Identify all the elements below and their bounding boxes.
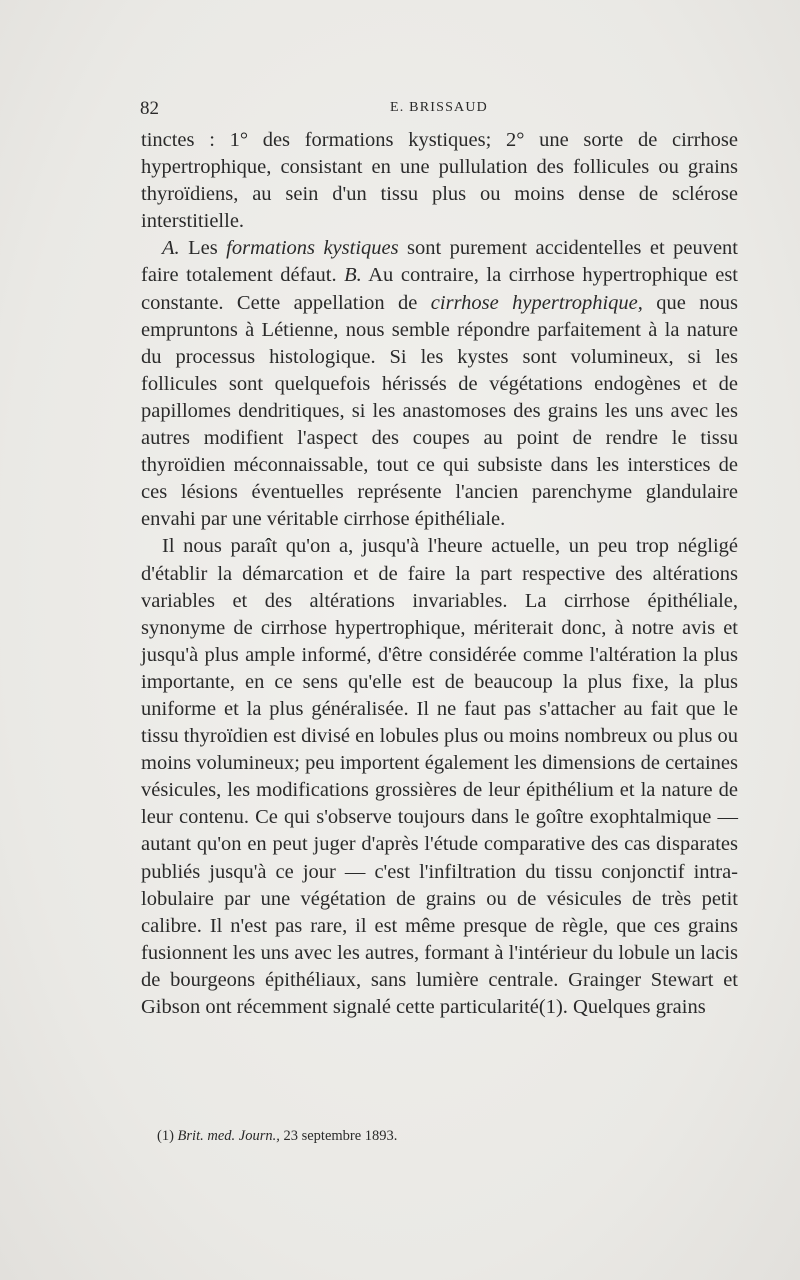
paragraph-1: tinctes : 1° des formations kystiques; 2° une sorte de cirrhose hypertrophique, consistant en une pullulation des follicules ou grains thyroïdiens, au sein d'un tissu plus ou moins dense de sclérose interstitielle. [141, 129, 738, 233]
footnote-marker: (1) [157, 1128, 174, 1144]
footnote-source: Brit. med. Journ., [177, 1128, 280, 1144]
paragraph-2 [141, 235, 738, 533]
paragraph-2-text: sont purement accidentelles et peuvent faire totalement défaut. [141, 237, 738, 287]
paragraph-3 [141, 533, 738, 1021]
section-marker-b: B. [344, 264, 362, 287]
body-text [141, 127, 738, 1021]
paragraph-2-text: Au contraire, la cirrhose hypertrophique est constante. Cette appellation de [141, 264, 738, 314]
footnote-date: 23 septembre 1893. [279, 1128, 398, 1144]
page-number: 82 [140, 98, 159, 119]
paragraph-2-text: Les [179, 237, 227, 260]
paragraph-3-end: . Quelques grains [562, 996, 706, 1018]
running-head-author: E. BRISSAUD [390, 100, 488, 115]
paragraph-2-text: que nous empruntons à Létienne, nous semble répondre parfaitement à la nature du processus histologique. Si les kystes sont volumineux, si les follicules sont quelquefois hérissés de végétations endogènes et de papillomes dendritiques, si les anastomoses des grains les uns avec les autres modifient l'aspect des coupes au point de rendre le tissu thyroïdien méconnaissable, tout ce qui subsiste dans les interstices de ces lésions éventuelles représente l'ancien parenchyme glandulaire envahi par une véritable cirrhose épithéliale. [141, 291, 739, 531]
paragraph-3-text: Il nous paraît qu'on a, jusqu'à l'heure actuelle, un peu trop négligé d'établir la démarcation et de faire la part respective des altérations variables et des altérations invariables. La cirrhose épithéliale, synonyme de cirrhose hypertrophique, mériterait donc, à notre avis et jusqu'à plus ample informé, d'être considérée comme l'altération la plus importante, en ce sens qu'elle est de beaucoup la plus fixe, la plus uniforme et la plus généralisée. Il ne faut pas s'attacher au fait que le tissu thyroïdien est divisé en lobules plus ou moins nombreux ou plus ou moins volumineux; peu importent également les dimensions de certaines vésicules, les modifications grossières de leur épithélium et la nature de leur contenu. Ce qui s'observe toujours dans le goître exophtalmique — autant qu'on en peut juger d'après l'étude comparative des cas disparates publiés jusqu'à ce jour — c'est l'infiltration du tissu conjonctif intra-lobulaire par une végétation de grains ou de vésicules de très petit calibre. Il n'est pas rare, il est même presque de règle, que ces grains fusionnent les uns avec les autres, formant à l'intérieur du lobule un lacis de bourgeons épithéliaux, sans lumière centrale. Grainger Stewart et Gibson ont récemment signalé cette particularité [141, 535, 738, 1018]
term-formations-kystiques: formations kystiques [226, 237, 399, 260]
section-marker-a: A. [162, 237, 180, 260]
footnote-reference[interactable]: (1) [538, 996, 563, 1018]
running-head [140, 98, 738, 124]
footnote [157, 1128, 397, 1145]
term-cirrhose-hypertrophique: cirrhose hypertrophique, [430, 291, 643, 314]
